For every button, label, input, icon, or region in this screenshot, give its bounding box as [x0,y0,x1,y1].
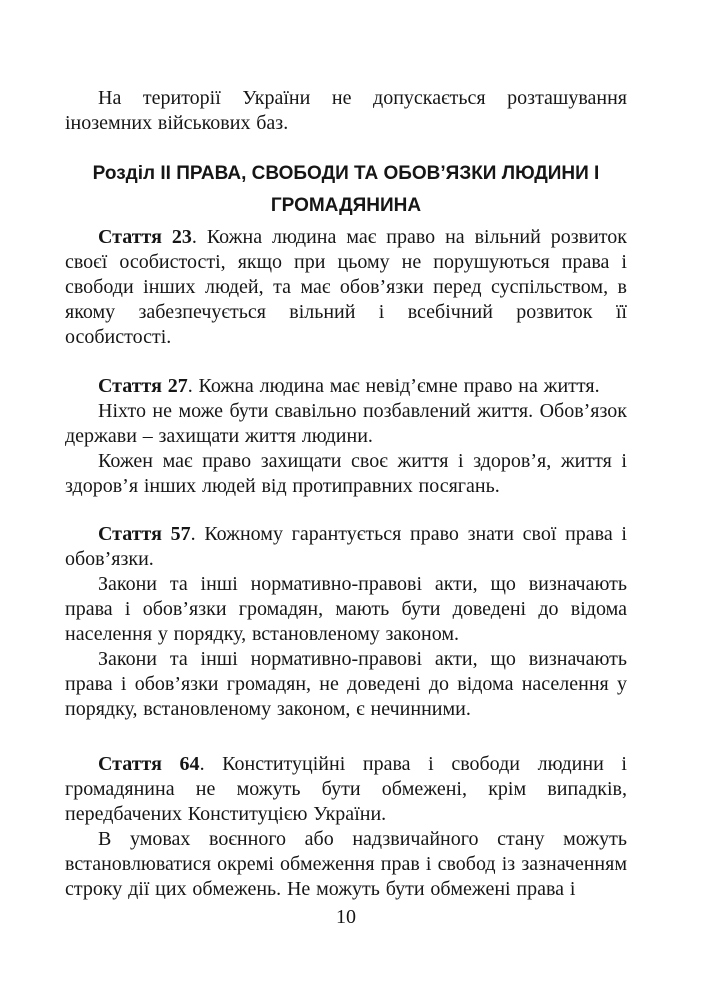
article-paragraph [65,374,627,399]
article-text: . Кожному гарантується право знати свої права і обов’язки. [65,523,627,570]
article-paragraph [65,752,627,827]
article-paragraph [65,225,627,350]
article-paragraph [65,522,627,572]
article-label: Стаття 23 [98,226,192,248]
article-paragraph: В умовах воєнного або надзвичайного стану можуть встановлюватися окремі обмеження прав і свобод із зазначенням строку дії цих обмежень. Не можуть бути обмежені права і [65,828,627,900]
article-57 [65,522,627,722]
article-text: . Кожна людина має невід’ємне право на життя. [187,375,600,397]
article-label: Стаття 64 [98,753,200,775]
article-64 [65,752,627,902]
article-paragraph: Ніхто не може бути свавільно позбавлений життя. Обов’язок держави – захищати життя людини. [65,400,627,447]
article-text: . Кожна людина має право на вільний розвиток своєї особистості, якщо при цьому не порушуються права і свободи інших людей, та має обов’язки перед суспільством, в якому забезпечується вільний і всебічний розвиток її особистості. [65,226,627,348]
article-text: . Конституційні права і свободи людини і громадянина не можуть бути обмежені, крім випадків, передбачених Конституцією України. [65,753,627,825]
article-label: Стаття 57 [98,523,191,545]
page-number: 10 [336,906,356,928]
article-label: Стаття 27 [98,375,188,397]
article-paragraph: Закони та інші нормативно-правові акти, що визначають права і обов’язки громадян, мають бути доведені до відома населення у порядку, встановленому законом. [65,573,627,645]
article-23 [65,225,627,350]
article-paragraph: Закони та інші нормативно-правові акти, що визначають права і обов’язки громадян, не доведені до відома населення у порядку, встановленому законом, є нечинними. [65,648,627,720]
section-heading: Розділ II ПРАВА, СВОБОДИ ТА ОБОВ’ЯЗКИ ЛЮДИНИ І ГРОМАДЯНИНА [92,163,600,216]
intro-paragraph: На території України не допускається розташування іноземних військових баз. [65,87,627,134]
article-paragraph: Кожен має право захищати своє життя і здоров’я, життя і здоров’я інших людей від протиправних посягань. [65,450,627,497]
page-content [65,86,627,902]
article-27 [65,374,627,499]
